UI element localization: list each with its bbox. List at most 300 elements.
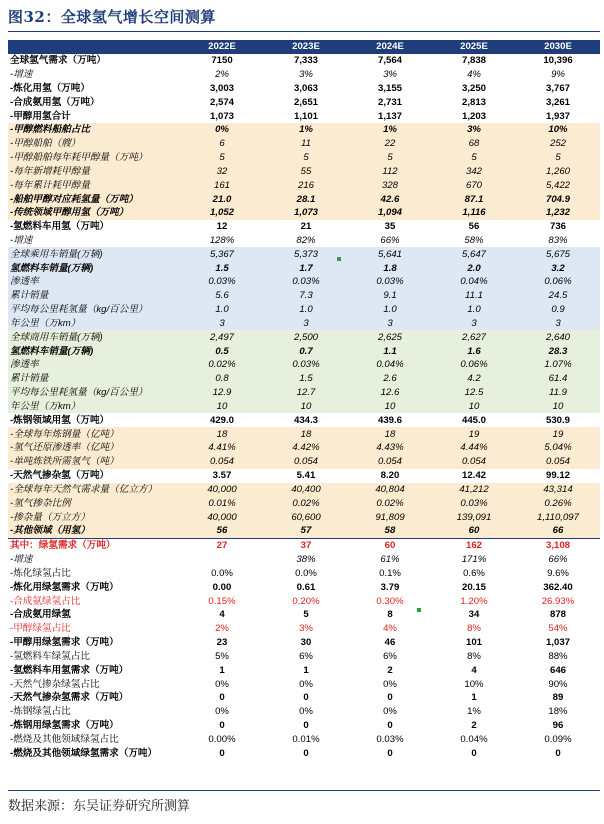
value-cell: 3,767 [545, 82, 570, 94]
value-cell: 4 [471, 664, 477, 676]
table-row [8, 524, 600, 538]
row-label: -甲醇用绿氢需求（万吨） [10, 637, 119, 649]
table-row [8, 455, 600, 469]
value-cell: 0 [471, 747, 477, 759]
table-row [8, 261, 600, 275]
header-cell: 2024E [348, 40, 432, 54]
value-cell: 1.0 [264, 303, 348, 317]
row-label: 累计销量 [8, 289, 180, 303]
row-label: -甲醇绿氢占比 [10, 623, 71, 635]
value-cell: 5 [180, 151, 264, 165]
value-cell: 1% [348, 123, 432, 137]
value-cell: 34 [468, 609, 480, 621]
table-row [8, 663, 600, 677]
value-cell: 56 [468, 221, 480, 233]
table-row [8, 178, 600, 192]
value-cell: 60 [432, 524, 516, 538]
value-cell: 12.7 [264, 386, 348, 400]
value-cell: 0.06% [516, 275, 600, 289]
value-cell: 58 [348, 524, 432, 538]
value-cell: 7.3 [264, 289, 348, 303]
value-cell: 1.0 [348, 303, 432, 317]
value-cell: 3,108 [516, 538, 600, 552]
row-label: -单吨炼铁所需氢气（吨） [8, 455, 180, 469]
value-cell: 68 [432, 137, 516, 151]
value-cell: 57 [264, 524, 348, 538]
value-cell: 10 [264, 400, 348, 414]
title-bar [8, 4, 600, 32]
value-cell: 3% [432, 123, 516, 137]
row-label: -其他领域（用氢） [8, 524, 180, 538]
value-cell: 66% [380, 235, 400, 246]
row-label: -增速 [10, 554, 33, 566]
value-cell: 0 [387, 747, 393, 759]
value-cell: 5 [303, 609, 309, 621]
value-cell: 5,647 [432, 247, 516, 261]
value-cell: 26.93% [541, 595, 575, 607]
value-cell: 0 [219, 692, 225, 704]
row-label: -天然气掺杂氢需求（万吨） [10, 692, 129, 704]
value-cell: 0% [383, 706, 397, 718]
value-cell: 0 [387, 692, 393, 704]
value-cell: 0% [215, 678, 229, 690]
value-cell: 6% [383, 650, 397, 662]
row-label: -天然气掺杂绿氢占比 [10, 678, 100, 690]
value-cell: 1.6 [432, 344, 516, 358]
value-cell: 328 [348, 178, 432, 192]
value-cell: 3 [264, 317, 348, 331]
value-cell: 1.20% [460, 595, 488, 607]
value-cell: 3,063 [293, 82, 318, 94]
value-cell: 3,261 [545, 96, 570, 108]
value-cell: 9.6% [547, 567, 569, 579]
table-row [8, 496, 600, 510]
row-label: -氢气还原渗透率（亿吨） [8, 441, 180, 455]
table-row [8, 234, 600, 248]
table-row [8, 746, 600, 760]
value-cell: 2 [387, 664, 393, 676]
value-cell: 1,101 [293, 110, 318, 122]
value-cell: 0.03% [376, 733, 404, 745]
value-cell: 1.5 [264, 372, 348, 386]
header-cell: 2025E [432, 40, 516, 54]
value-cell: 2,625 [348, 330, 432, 344]
source-note: 数据来源：东吴证券研究所测算 [8, 799, 191, 814]
value-cell: 60 [348, 538, 432, 552]
value-cell: 5,367 [180, 247, 264, 261]
value-cell: 10% [464, 678, 484, 690]
value-cell: 8 [387, 609, 393, 621]
row-label: 其中：绿氢需求（万吨） [8, 538, 180, 552]
value-cell: 139,091 [432, 510, 516, 524]
table-row [8, 317, 600, 331]
value-cell: 19 [516, 427, 600, 441]
row-label: -炼钢领域用氢（万吨） [10, 414, 110, 426]
value-cell: 2.6 [348, 372, 432, 386]
table-row [8, 483, 600, 497]
table-row [8, 137, 600, 151]
table-row [8, 372, 600, 386]
row-label: -船舶甲醇对应耗氢量（万吨） [8, 192, 180, 206]
table-row [8, 275, 600, 289]
value-cell: 101 [465, 637, 482, 649]
value-cell: 10,396 [543, 55, 573, 67]
value-cell: 3% [299, 69, 313, 81]
value-cell: 1% [264, 123, 348, 137]
table-row [8, 677, 600, 691]
value-cell: 3 [516, 317, 600, 331]
table-row [8, 386, 600, 400]
value-cell: 1,937 [545, 110, 570, 122]
row-label: -全球每年炼钢量（亿吨） [8, 427, 180, 441]
value-cell: 8% [467, 650, 481, 662]
row-label: 累计销量 [8, 372, 180, 386]
value-cell: 0% [180, 123, 264, 137]
header-cell: 2022E [180, 40, 264, 54]
table-row [8, 649, 600, 663]
row-label: -甲醇船舶（艘） [8, 137, 180, 151]
value-cell: 0.0% [211, 567, 233, 579]
header-cell: 2030E [516, 40, 600, 54]
value-cell: 10 [180, 400, 264, 414]
value-cell: 5,373 [264, 247, 348, 261]
value-cell: 1,116 [432, 206, 516, 220]
value-cell: 0.00 [212, 581, 232, 593]
value-cell: 4% [467, 69, 481, 81]
row-label: -炼化用绿氢需求（万吨） [10, 581, 119, 593]
value-cell: 0.054 [516, 455, 600, 469]
value-cell: 445.0 [461, 414, 486, 426]
value-cell: 40,804 [348, 483, 432, 497]
table-row [8, 400, 600, 414]
value-cell: 0.61 [296, 581, 316, 593]
header-row [8, 40, 600, 54]
row-label: -合成氨用绿氢 [10, 609, 71, 621]
value-cell: 0.06% [432, 358, 516, 372]
row-label: -甲醇用氢合计 [10, 110, 71, 122]
value-cell: 4.41% [180, 441, 264, 455]
value-cell: 1.7 [264, 261, 348, 275]
value-cell: 21.0 [180, 192, 264, 206]
value-cell: 0.6% [463, 567, 485, 579]
value-cell: 1 [219, 664, 225, 676]
value-cell: 9.1 [348, 289, 432, 303]
value-cell: 0 [303, 719, 309, 731]
value-cell: 252 [516, 137, 600, 151]
value-cell: 161 [180, 178, 264, 192]
value-cell: 2.0 [432, 261, 516, 275]
row-label: -全球每年天然气需求量（亿立方） [8, 483, 180, 497]
row-label: -每年新增耗甲醇量 [8, 164, 180, 178]
value-cell: 7,564 [377, 55, 402, 67]
value-cell: 10 [432, 400, 516, 414]
value-cell: 66 [516, 524, 600, 538]
value-cell: 5,641 [348, 247, 432, 261]
value-cell: 40,000 [180, 483, 264, 497]
value-cell: 434.3 [293, 414, 318, 426]
row-label: -天然气掺杂氢（万吨） [10, 470, 110, 482]
value-cell: 0.09% [544, 733, 572, 745]
value-cell: 3,003 [209, 82, 234, 94]
value-cell: 11.9 [516, 386, 600, 400]
value-cell: 1,137 [377, 110, 402, 122]
table-row [8, 580, 600, 594]
value-cell: 3,250 [461, 82, 486, 94]
value-cell: 5.04% [516, 441, 600, 455]
value-cell: 5,422 [516, 178, 600, 192]
value-cell: 0.04% [432, 275, 516, 289]
value-cell: 99.12 [545, 470, 570, 482]
table-row [8, 427, 600, 441]
row-label: 全球商用车销量(万辆) [8, 330, 180, 344]
value-cell: 5 [348, 151, 432, 165]
value-cell: 2% [215, 69, 229, 81]
value-cell: 0 [387, 719, 393, 731]
value-cell: 12 [216, 221, 228, 233]
value-cell: 60,600 [264, 510, 348, 524]
value-cell: 6% [299, 650, 313, 662]
value-cell: 0.054 [264, 455, 348, 469]
value-cell: 3 [432, 317, 516, 331]
table-row [8, 192, 600, 206]
value-cell: 439.6 [377, 414, 402, 426]
value-cell: 0 [303, 692, 309, 704]
row-label: 渗透率 [8, 275, 180, 289]
value-cell: 1,110,097 [516, 510, 600, 524]
value-cell: 21 [300, 221, 312, 233]
value-cell: 90% [548, 678, 568, 690]
table-row [8, 164, 600, 178]
value-cell: 0.054 [348, 455, 432, 469]
table-row [8, 81, 600, 95]
table-row [8, 303, 600, 317]
value-cell: 2,640 [516, 330, 600, 344]
table-row [8, 566, 600, 580]
value-cell: 704.9 [516, 192, 600, 206]
value-cell: 0 [303, 747, 309, 759]
value-cell: 1,073 [264, 206, 348, 220]
value-cell: 2,627 [432, 330, 516, 344]
row-label: -燃烧及其他领域绿氢占比 [10, 733, 119, 745]
value-cell: 66% [548, 554, 568, 566]
value-cell: 1,094 [348, 206, 432, 220]
value-cell: 5.41 [296, 470, 316, 482]
row-label: -氢燃料车用氢（万吨） [10, 221, 110, 233]
value-cell: 30 [300, 637, 312, 649]
value-cell: 24.5 [516, 289, 600, 303]
table-row [8, 358, 600, 372]
table-row [8, 441, 600, 455]
value-cell: 162 [432, 538, 516, 552]
value-cell: 55 [264, 164, 348, 178]
row-label: -甲醇燃料船舶占比 [8, 123, 180, 137]
row-label: 氢燃料车销量(万辆) [8, 261, 180, 275]
row-label: -甲醇船舶每年耗甲醇量（万吨） [8, 151, 180, 165]
table-row [8, 469, 600, 483]
table-row [8, 151, 600, 165]
table-row [8, 553, 600, 567]
value-cell: 0.20% [292, 595, 320, 607]
table-row [8, 732, 600, 746]
value-cell: 0 [219, 747, 225, 759]
hydrogen-demand-table [8, 40, 600, 760]
value-cell: 1.0 [432, 303, 516, 317]
value-cell: 46 [384, 637, 396, 649]
value-cell: 88% [548, 650, 568, 662]
value-cell: 1,260 [516, 164, 600, 178]
value-cell: 6 [180, 137, 264, 151]
value-cell: 5 [264, 151, 348, 165]
value-cell: 530.9 [545, 414, 570, 426]
value-cell: 43,314 [516, 483, 600, 497]
value-cell: 342 [432, 164, 516, 178]
value-cell: 4.44% [432, 441, 516, 455]
value-cell: 0% [215, 706, 229, 718]
table-row [8, 510, 600, 524]
value-cell: 736 [549, 221, 566, 233]
table-row [8, 206, 600, 220]
row-label: -掺杂量（万立方） [8, 510, 180, 524]
value-cell: 0 [555, 747, 561, 759]
value-cell: 4.42% [264, 441, 348, 455]
value-cell: 9% [551, 69, 565, 81]
table-row [8, 705, 600, 719]
value-cell: 128% [209, 235, 235, 246]
row-label: -传统领域甲醇用氢（万吨） [8, 206, 180, 220]
value-cell: 1 [471, 692, 477, 704]
value-cell: 646 [549, 664, 566, 676]
value-cell: 1.8 [348, 261, 432, 275]
row-label: 渗透率 [8, 358, 180, 372]
row-label: -每年累计耗甲醇量 [8, 178, 180, 192]
value-cell: 10% [516, 123, 600, 137]
table-row [8, 330, 600, 344]
cell-comment-marker [417, 608, 421, 612]
value-cell: 1.1 [348, 344, 432, 358]
value-cell: 0.01% [292, 733, 320, 745]
value-cell: 1,037 [545, 637, 570, 649]
cell-comment-marker [337, 257, 341, 261]
row-label: -炼钢用绿氢需求（万吨） [10, 719, 119, 731]
table-row [8, 344, 600, 358]
value-cell: 12.6 [348, 386, 432, 400]
value-cell: 10 [348, 400, 432, 414]
value-cell: 28.3 [516, 344, 600, 358]
row-label: -氢燃料车绿氢占比 [10, 650, 90, 662]
header-cell: 2023E [264, 40, 348, 54]
table-row [8, 594, 600, 608]
table-row [8, 95, 600, 109]
value-cell: 56 [180, 524, 264, 538]
value-cell: 11 [264, 137, 348, 151]
value-cell: 0.15% [208, 595, 236, 607]
row-label: -炼化绿氢占比 [10, 567, 71, 579]
value-cell: 0.0% [295, 567, 317, 579]
value-cell: 19 [432, 427, 516, 441]
value-cell: 23 [216, 637, 228, 649]
value-cell: 35 [384, 221, 396, 233]
value-cell: 18 [348, 427, 432, 441]
value-cell: 0.03% [180, 275, 264, 289]
value-cell: 171% [461, 554, 487, 566]
value-cell: 670 [432, 178, 516, 192]
value-cell: 58% [464, 235, 484, 246]
value-cell: 27 [180, 538, 264, 552]
value-cell: 0.8 [180, 372, 264, 386]
row-label: 氢燃料车销量(万辆) [8, 344, 180, 358]
value-cell: 54% [548, 623, 568, 635]
value-cell: 1,073 [209, 110, 234, 122]
table-row [8, 719, 600, 733]
value-cell: 87.1 [432, 192, 516, 206]
value-cell: 12.9 [180, 386, 264, 400]
value-cell: 2% [215, 623, 229, 635]
value-cell: 0.04% [460, 733, 488, 745]
value-cell: 3.79 [380, 581, 400, 593]
value-cell: 2,731 [377, 96, 402, 108]
value-cell: 7150 [211, 55, 233, 67]
value-cell: 0.02% [264, 496, 348, 510]
value-cell: 1,052 [180, 206, 264, 220]
row-label: 全球乘用车销量(万辆) [8, 247, 180, 261]
row-label: -增速 [10, 235, 33, 246]
value-cell: 18 [264, 427, 348, 441]
value-cell: 96 [552, 719, 564, 731]
value-cell: 3% [299, 623, 313, 635]
row-label: 全球氢气需求（万吨） [10, 55, 106, 67]
value-cell: 0% [299, 678, 313, 690]
row-label: -氢燃料车用氢需求（万吨） [10, 664, 129, 676]
value-cell: 1% [467, 706, 481, 718]
value-cell: 4.2 [432, 372, 516, 386]
row-label: -合成氨用氢（万吨） [10, 96, 100, 108]
value-cell: 0.03% [348, 275, 432, 289]
value-cell: 12.5 [432, 386, 516, 400]
value-cell: 5.6 [180, 289, 264, 303]
value-cell: 429.0 [209, 414, 234, 426]
value-cell: 3 [348, 317, 432, 331]
value-cell: 40,400 [264, 483, 348, 497]
value-cell: 2,813 [461, 96, 486, 108]
value-cell: 5 [516, 151, 600, 165]
table-row [8, 54, 600, 68]
table-row [8, 608, 600, 622]
value-cell: 0.02% [348, 496, 432, 510]
value-cell: 2 [471, 719, 477, 731]
table-row [8, 691, 600, 705]
value-cell: 0.01% [180, 496, 264, 510]
header-cell [8, 40, 180, 54]
value-cell: 3,155 [377, 82, 402, 94]
row-label: 年公里（万km） [8, 400, 180, 414]
value-cell: 32 [180, 164, 264, 178]
value-cell: 7,838 [461, 55, 486, 67]
value-cell: 12.42 [461, 470, 486, 482]
table-row [8, 123, 600, 137]
value-cell: 0.5 [180, 344, 264, 358]
value-cell: 3.57 [212, 470, 232, 482]
row-label: -合成氨绿氢占比 [10, 595, 81, 607]
value-cell: 2,651 [293, 96, 318, 108]
table-row [8, 109, 600, 123]
value-cell: 22 [348, 137, 432, 151]
row-label: -氢气掺杂比例 [8, 496, 180, 510]
value-cell: 89 [552, 692, 564, 704]
row-label: -增速 [10, 69, 33, 81]
value-cell: 4% [383, 623, 397, 635]
value-cell: 83% [548, 235, 568, 246]
value-cell: 38% [296, 554, 316, 566]
